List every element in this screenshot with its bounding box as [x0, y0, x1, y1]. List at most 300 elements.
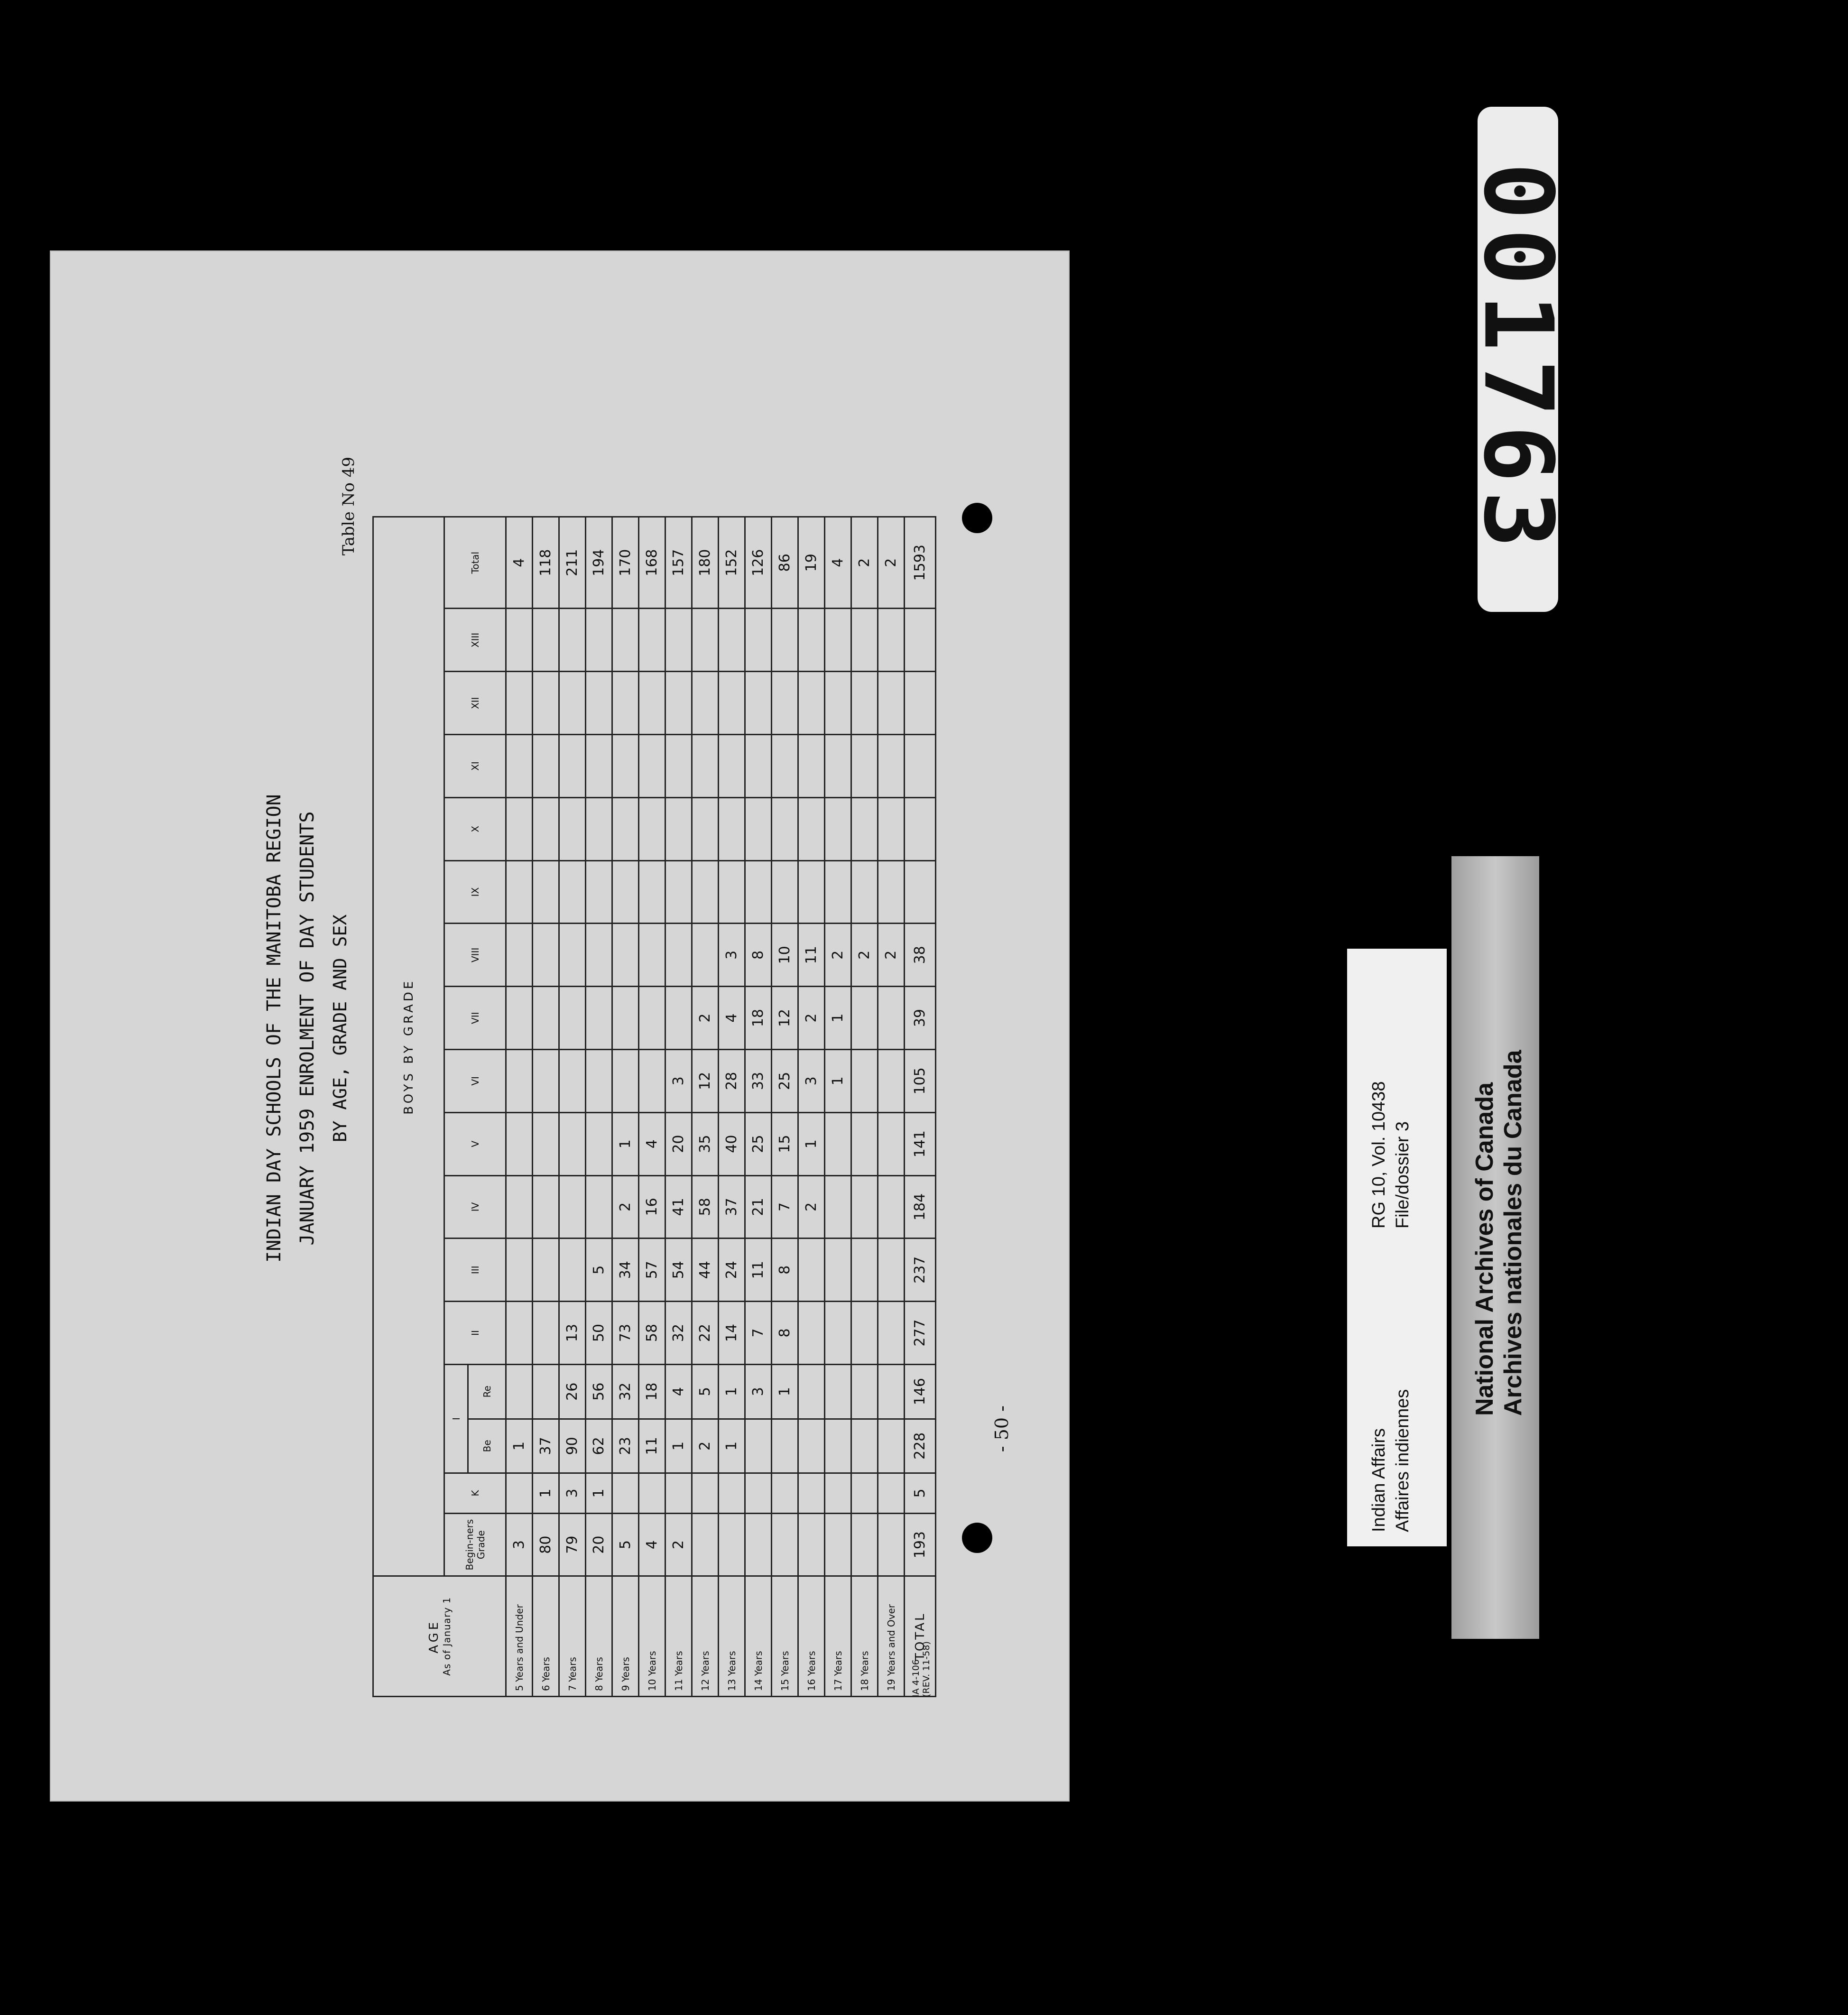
value-cell: 8 [745, 924, 772, 987]
value-cell: 211 [559, 517, 586, 609]
value-cell [745, 797, 772, 860]
value-cell: 2 [851, 517, 878, 609]
value-cell: 26 [559, 1364, 586, 1419]
value-cell [612, 924, 639, 987]
value-cell [533, 1302, 559, 1365]
value-cell: 73 [612, 1302, 639, 1365]
age-cell: 11 Years [665, 1576, 692, 1697]
page-subtitle-breakdown: BY AGE, GRADE AND SEX [330, 914, 351, 1143]
value-cell [825, 1175, 851, 1239]
value-cell: 2 [798, 987, 825, 1050]
value-cell: 4 [639, 1513, 665, 1576]
table-row [798, 517, 825, 1697]
value-cell: 11 [745, 1239, 772, 1302]
value-cell: 22 [692, 1302, 719, 1365]
value-cell: 19 [798, 517, 825, 609]
value-cell: 25 [745, 1112, 772, 1175]
table-row [825, 517, 851, 1697]
value-cell: 34 [612, 1239, 639, 1302]
table-row [586, 517, 612, 1697]
value-cell [825, 1364, 851, 1419]
value-cell [878, 1364, 905, 1419]
value-cell [851, 609, 878, 672]
page-subtitle: JANUARY 1959 ENROLMENT OF DAY STUDENTS [296, 811, 318, 1246]
value-cell: 4 [665, 1364, 692, 1419]
total-cell [905, 735, 936, 798]
value-cell: 7 [745, 1302, 772, 1365]
value-cell [825, 1302, 851, 1365]
value-cell [851, 1364, 878, 1419]
total-cell: 39 [905, 987, 936, 1050]
value-cell [612, 735, 639, 798]
value-cell [772, 1419, 798, 1473]
grade-header: XII [444, 672, 506, 735]
value-cell [878, 987, 905, 1050]
value-cell [559, 1049, 586, 1112]
value-cell [878, 735, 905, 798]
value-cell [878, 1049, 905, 1112]
value-cell [745, 609, 772, 672]
frame-number-strip [1462, 107, 1573, 612]
value-cell: 58 [639, 1302, 665, 1365]
value-cell [639, 672, 665, 735]
value-cell [825, 860, 851, 924]
value-cell [506, 1175, 533, 1239]
value-cell [506, 987, 533, 1050]
value-cell [559, 924, 586, 987]
boys-by-grade-header: BOYS BY GRADE [373, 517, 444, 1577]
age-header-subtitle: As of January 1 [441, 1597, 453, 1676]
form-code: IA 4-106 (REV. 11-58) [911, 1641, 932, 1697]
value-cell [559, 672, 586, 735]
value-cell: 1 [586, 1473, 612, 1514]
value-cell: 11 [639, 1419, 665, 1473]
total-cell [905, 797, 936, 860]
value-cell [533, 1049, 559, 1112]
value-cell [612, 860, 639, 924]
value-cell: 15 [772, 1112, 798, 1175]
value-cell [719, 1473, 745, 1514]
value-cell [719, 609, 745, 672]
label-line-1-left: Indian Affairs [1369, 1428, 1389, 1532]
value-cell [825, 735, 851, 798]
value-cell [559, 735, 586, 798]
label-line-2-right: File/dossier 3 [1393, 1121, 1413, 1229]
table-row [665, 517, 692, 1697]
value-cell [533, 797, 559, 860]
table-row [745, 517, 772, 1697]
value-cell [559, 1112, 586, 1175]
total-cell: 1593 [905, 517, 936, 609]
value-cell [825, 1239, 851, 1302]
value-cell [506, 797, 533, 860]
grade-header: II [444, 1302, 506, 1365]
value-cell [878, 1513, 905, 1576]
value-cell: 1 [825, 1049, 851, 1112]
value-cell [878, 1112, 905, 1175]
value-cell [612, 1473, 639, 1514]
value-cell: 4 [825, 517, 851, 609]
label-line-2-left: Affaires indiennes [1393, 1389, 1413, 1532]
value-cell [878, 797, 905, 860]
value-cell: 157 [665, 517, 692, 609]
value-cell: 14 [719, 1302, 745, 1365]
table-row [692, 517, 719, 1697]
value-cell [772, 609, 798, 672]
value-cell: 21 [745, 1175, 772, 1239]
kindergarten-header: K [444, 1473, 506, 1514]
value-cell [798, 1419, 825, 1473]
age-header-title: AGE [426, 1619, 441, 1654]
value-cell: 3 [559, 1473, 586, 1514]
value-cell [586, 924, 612, 987]
value-cell: 8 [772, 1302, 798, 1365]
value-cell [878, 860, 905, 924]
age-cell: 16 Years [798, 1576, 825, 1697]
value-cell: 1 [612, 1112, 639, 1175]
value-cell: 2 [692, 1419, 719, 1473]
value-cell [851, 860, 878, 924]
value-cell [772, 672, 798, 735]
value-cell: 1 [719, 1419, 745, 1473]
value-cell [798, 1302, 825, 1365]
value-cell: 4 [719, 987, 745, 1050]
value-cell: 3 [719, 924, 745, 987]
table-row [772, 517, 798, 1697]
grade-header: VIII [444, 924, 506, 987]
value-cell: 3 [665, 1049, 692, 1112]
value-cell [586, 1049, 612, 1112]
table-row [639, 517, 665, 1697]
frame-number: 001763 [1462, 162, 1573, 556]
value-cell [825, 797, 851, 860]
table-number: Table No 49 [339, 457, 358, 556]
value-cell [878, 1239, 905, 1302]
grade-header: IV [444, 1175, 506, 1239]
value-cell [878, 1302, 905, 1365]
value-cell [851, 1049, 878, 1112]
value-cell: 25 [772, 1049, 798, 1112]
label-line-1-right: RG 10, Vol. 10438 [1369, 1081, 1389, 1229]
value-cell [851, 1239, 878, 1302]
table-row [878, 517, 905, 1697]
value-cell: 2 [692, 987, 719, 1050]
total-cell: 105 [905, 1049, 936, 1112]
total-cell: 146 [905, 1364, 936, 1419]
value-cell [506, 609, 533, 672]
value-cell: 2 [878, 924, 905, 987]
value-cell: 12 [772, 987, 798, 1050]
value-cell [533, 735, 559, 798]
value-cell [506, 735, 533, 798]
archive-reference-label [1347, 949, 1447, 1546]
value-cell [506, 1239, 533, 1302]
value-cell [533, 924, 559, 987]
age-cell: 19 Years and Over [878, 1576, 905, 1697]
total-cell: 5 [905, 1473, 936, 1514]
value-cell [506, 860, 533, 924]
value-cell: 62 [586, 1419, 612, 1473]
value-cell [506, 1049, 533, 1112]
value-cell [719, 797, 745, 860]
value-cell: 56 [586, 1364, 612, 1419]
value-cell: 41 [665, 1175, 692, 1239]
table-row [612, 517, 639, 1697]
value-cell [639, 987, 665, 1050]
total-cell [905, 609, 936, 672]
value-cell [719, 1513, 745, 1576]
value-cell [692, 860, 719, 924]
value-cell [559, 797, 586, 860]
value-cell: 180 [692, 517, 719, 609]
value-cell [772, 735, 798, 798]
value-cell: 8 [772, 1239, 798, 1302]
rotated-content [50, 253, 1070, 1804]
total-label: TOTAL [905, 1576, 936, 1697]
value-cell: 5 [692, 1364, 719, 1419]
value-cell [586, 672, 612, 735]
value-cell [665, 987, 692, 1050]
value-cell [639, 735, 665, 798]
value-cell: 35 [692, 1112, 719, 1175]
value-cell [825, 1112, 851, 1175]
value-cell: 1 [825, 987, 851, 1050]
value-cell [586, 735, 612, 798]
value-cell [586, 987, 612, 1050]
value-cell [798, 735, 825, 798]
value-cell [772, 1513, 798, 1576]
value-cell [533, 1112, 559, 1175]
value-cell [692, 735, 719, 798]
value-cell [665, 797, 692, 860]
value-cell: 24 [719, 1239, 745, 1302]
value-cell: 1 [665, 1419, 692, 1473]
value-cell: 2 [665, 1513, 692, 1576]
value-cell [533, 1364, 559, 1419]
national-archives-banner [1451, 856, 1539, 1639]
age-cell: 17 Years [825, 1576, 851, 1697]
value-cell [665, 1473, 692, 1514]
value-cell: 168 [639, 517, 665, 609]
value-cell [798, 860, 825, 924]
value-cell: 4 [506, 517, 533, 609]
value-cell [851, 1513, 878, 1576]
value-cell [745, 735, 772, 798]
value-cell [665, 924, 692, 987]
value-cell: 79 [559, 1513, 586, 1576]
value-cell [692, 609, 719, 672]
value-cell [851, 735, 878, 798]
age-cell: 5 Years and Under [506, 1576, 533, 1697]
total-cell: 38 [905, 924, 936, 987]
value-cell [639, 797, 665, 860]
grade-header: III [444, 1239, 506, 1302]
total-cell: 193 [905, 1513, 936, 1576]
value-cell [798, 672, 825, 735]
age-cell: 14 Years [745, 1576, 772, 1697]
value-cell [745, 860, 772, 924]
value-cell [851, 797, 878, 860]
value-cell [798, 1364, 825, 1419]
value-cell [559, 609, 586, 672]
value-cell [798, 797, 825, 860]
age-header [373, 1576, 506, 1697]
value-cell [639, 1049, 665, 1112]
value-cell: 33 [745, 1049, 772, 1112]
age-cell: 18 Years [851, 1576, 878, 1697]
banner-line-2: Archives nationales du Canada [1499, 1050, 1527, 1416]
value-cell [533, 987, 559, 1050]
value-cell: 32 [612, 1364, 639, 1419]
total-cell [905, 860, 936, 924]
value-cell [612, 672, 639, 735]
age-cell: 15 Years [772, 1576, 798, 1697]
value-cell: 40 [719, 1112, 745, 1175]
age-cell: 8 Years [586, 1576, 612, 1697]
value-cell [798, 1473, 825, 1514]
value-cell: 10 [772, 924, 798, 987]
value-cell [745, 672, 772, 735]
value-cell: 5 [586, 1239, 612, 1302]
value-cell: 194 [586, 517, 612, 609]
value-cell [612, 797, 639, 860]
value-cell [851, 1419, 878, 1473]
value-cell: 152 [719, 517, 745, 609]
value-cell [506, 1364, 533, 1419]
value-cell: 1 [798, 1112, 825, 1175]
enrolment-table [372, 516, 936, 1697]
value-cell: 3 [506, 1513, 533, 1576]
value-cell [851, 672, 878, 735]
total-cell: 228 [905, 1419, 936, 1473]
total-cell: 184 [905, 1175, 936, 1239]
value-cell: 118 [533, 517, 559, 609]
value-cell [825, 1513, 851, 1576]
value-cell: 12 [692, 1049, 719, 1112]
value-cell [692, 924, 719, 987]
value-cell [692, 672, 719, 735]
value-cell: 1 [719, 1364, 745, 1419]
value-cell: 13 [559, 1302, 586, 1365]
grade-header: VI [444, 1049, 506, 1112]
value-cell [533, 672, 559, 735]
punch-hole [962, 1523, 992, 1553]
value-cell [851, 987, 878, 1050]
value-cell [586, 609, 612, 672]
value-cell: 54 [665, 1239, 692, 1302]
value-cell [692, 1473, 719, 1514]
total-cell: 237 [905, 1239, 936, 1302]
age-cell: 10 Years [639, 1576, 665, 1697]
value-cell [745, 1473, 772, 1514]
value-cell [665, 672, 692, 735]
value-cell [825, 609, 851, 672]
value-cell: 58 [692, 1175, 719, 1239]
value-cell: 16 [639, 1175, 665, 1239]
value-cell: 2 [612, 1175, 639, 1239]
value-cell [692, 1513, 719, 1576]
total-header: Total [444, 517, 506, 609]
value-cell: 3 [745, 1364, 772, 1419]
value-cell [586, 797, 612, 860]
value-cell [506, 672, 533, 735]
value-cell [719, 860, 745, 924]
value-cell [878, 1419, 905, 1473]
value-cell: 44 [692, 1239, 719, 1302]
table-row [533, 517, 559, 1697]
table-row [719, 517, 745, 1697]
value-cell: 20 [586, 1513, 612, 1576]
value-cell [533, 1239, 559, 1302]
value-cell [586, 860, 612, 924]
table-row [559, 517, 586, 1697]
value-cell: 4 [639, 1112, 665, 1175]
value-cell [745, 1513, 772, 1576]
value-cell: 170 [612, 517, 639, 609]
value-cell [878, 1175, 905, 1239]
value-cell [559, 1175, 586, 1239]
value-cell [559, 1239, 586, 1302]
value-cell: 2 [825, 924, 851, 987]
value-cell: 80 [533, 1513, 559, 1576]
value-cell: 23 [612, 1419, 639, 1473]
value-cell: 32 [665, 1302, 692, 1365]
value-cell: 2 [798, 1175, 825, 1239]
value-cell [506, 924, 533, 987]
value-cell [612, 1049, 639, 1112]
grade-header: V [444, 1112, 506, 1175]
value-cell: 11 [798, 924, 825, 987]
value-cell [772, 860, 798, 924]
value-cell [665, 735, 692, 798]
banner-line-1: National Archives of Canada [1471, 1082, 1498, 1416]
value-cell: 18 [639, 1364, 665, 1419]
value-cell [878, 672, 905, 735]
value-cell [639, 924, 665, 987]
age-cell: 13 Years [719, 1576, 745, 1697]
value-cell [639, 860, 665, 924]
grade-header: X [444, 797, 506, 860]
value-cell [506, 1473, 533, 1514]
value-cell [772, 1473, 798, 1514]
value-cell: 57 [639, 1239, 665, 1302]
page-number: - 50 - [991, 1405, 1012, 1452]
value-cell: 3 [798, 1049, 825, 1112]
value-cell [851, 1112, 878, 1175]
document-page [50, 250, 1070, 1802]
value-cell: 2 [878, 517, 905, 609]
totals-row [905, 517, 936, 1697]
value-cell: 1 [772, 1364, 798, 1419]
value-cell: 1 [533, 1473, 559, 1514]
age-cell: 12 Years [692, 1576, 719, 1697]
value-cell: 1 [506, 1419, 533, 1473]
grade-1-beginners-header: Be [468, 1419, 506, 1473]
value-cell [586, 1112, 612, 1175]
value-cell [851, 1473, 878, 1514]
value-cell: 20 [665, 1112, 692, 1175]
value-cell [612, 987, 639, 1050]
total-cell: 141 [905, 1112, 936, 1175]
value-cell: 18 [745, 987, 772, 1050]
value-cell [692, 797, 719, 860]
value-cell: 37 [719, 1175, 745, 1239]
value-cell [878, 609, 905, 672]
value-cell: 90 [559, 1419, 586, 1473]
value-cell [533, 609, 559, 672]
value-cell [639, 609, 665, 672]
value-cell [719, 672, 745, 735]
